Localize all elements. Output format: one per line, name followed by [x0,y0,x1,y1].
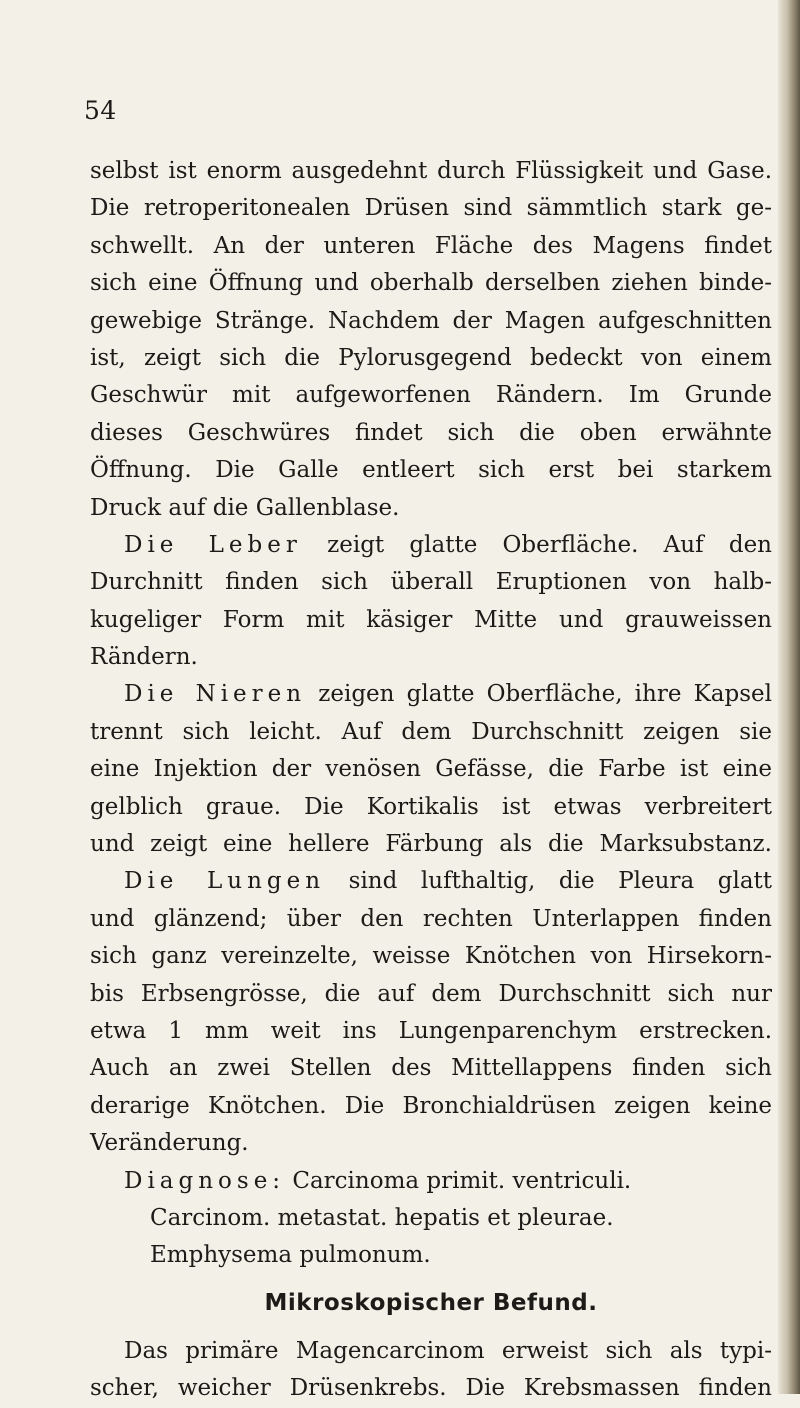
text-line: Carcinom. metastat. hepatis et pleurae. [150,1204,614,1231]
page-number: 54 [84,96,117,125]
text-line: kugeliger Form mit käsiger Mitte und grauweissen [90,606,772,633]
text-line: Emphysema pulmonum. [150,1242,431,1269]
text-line: Geschwür mit aufgeworfenen Rändern. Im Grunde [90,382,772,409]
text-line: etwa 1 mm weit ins Lungenparenchym erstrecken. [90,1017,772,1044]
text-line: dieses Geschwüres findet sich die oben erwähnte [90,419,772,446]
text-line: selbst ist enorm ausgedehnt durch Flüssigkeit und Gase. [90,158,772,184]
text-line: sind lufthaltig, die Pleura glatt [348,868,773,895]
text-line: sich ganz vereinzelte, weisse Knötchen von Hirsekorn- [90,943,772,970]
text-line: Carcinoma primit. ventriculi. [292,1167,632,1194]
paragraph-nieren [90,676,772,713]
text-line: Druck auf die Gallenblase. [90,494,400,521]
text-line: bis Erbsengrösse, die auf dem Durchschnitt sich nur [90,980,772,1007]
text-line: gewebige Stränge. Nachdem der Magen aufgeschnitten [90,307,772,334]
paragraph-leber [90,527,772,564]
text-line: Die retroperitonealen Drüsen sind sämmtlich stark ge- [90,195,772,222]
text-line: zeigt glatte Oberfläche. Auf den [327,531,772,558]
spaced-term-nieren: Die Nieren [124,681,307,708]
text-line: Rändern. [90,644,198,671]
text-line: zeigen glatte Oberfläche, ihre Kapsel [318,681,772,708]
text-line: scher, weicher Drüsenkrebs. Die Krebsmassen finden [90,1375,772,1402]
text-line: eine Injektion der venösen Gefässe, die Farbe ist eine [90,756,772,783]
diagnose-line [90,1163,772,1200]
body-text [90,153,772,1408]
text-line: Auch an zwei Stellen des Mittellappens finden sich [90,1055,772,1082]
text-line: Veränderung. [90,1130,249,1157]
text-line: ist, zeigt sich die Pylorusgegend bedeckt von einem [90,344,772,371]
spaced-term-lungen: Die Lungen [124,868,326,895]
text-line: schwellt. An der unteren Fläche des Magens findet [90,232,772,259]
section-heading: Mikroskopischer Befund. [264,1289,598,1316]
text-line: und glänzend; über den rechten Unterlappen finden [90,905,772,932]
page-edge-shadow [778,0,800,1394]
text-line: und zeigt eine hellere Färbung als die Marksubstanz. [90,831,772,858]
spaced-term-leber: Die Leber [124,531,302,558]
text-line: trennt sich leicht. Auf dem Durchschnitt zeigen sie [90,718,772,745]
text-line: sich eine Öffnung und oberhalb derselben ziehen binde- [90,270,772,297]
paragraph-lungen [90,863,772,900]
text-line: derarige Knötchen. Die Bronchialdrüsen zeigen keine [90,1092,772,1119]
spaced-term-diagnose: Diagnose: [124,1167,286,1194]
text-line: Das primäre Magencarcinom erweist sich als typi- [124,1337,772,1364]
text-line: Öffnung. Die Galle entleert sich erst bei starkem [90,457,772,484]
text-line: gelblich graue. Die Kortikalis ist etwas verbreitert [90,793,772,820]
text-line: Durchnitt finden sich überall Eruptionen von halb- [90,569,772,596]
